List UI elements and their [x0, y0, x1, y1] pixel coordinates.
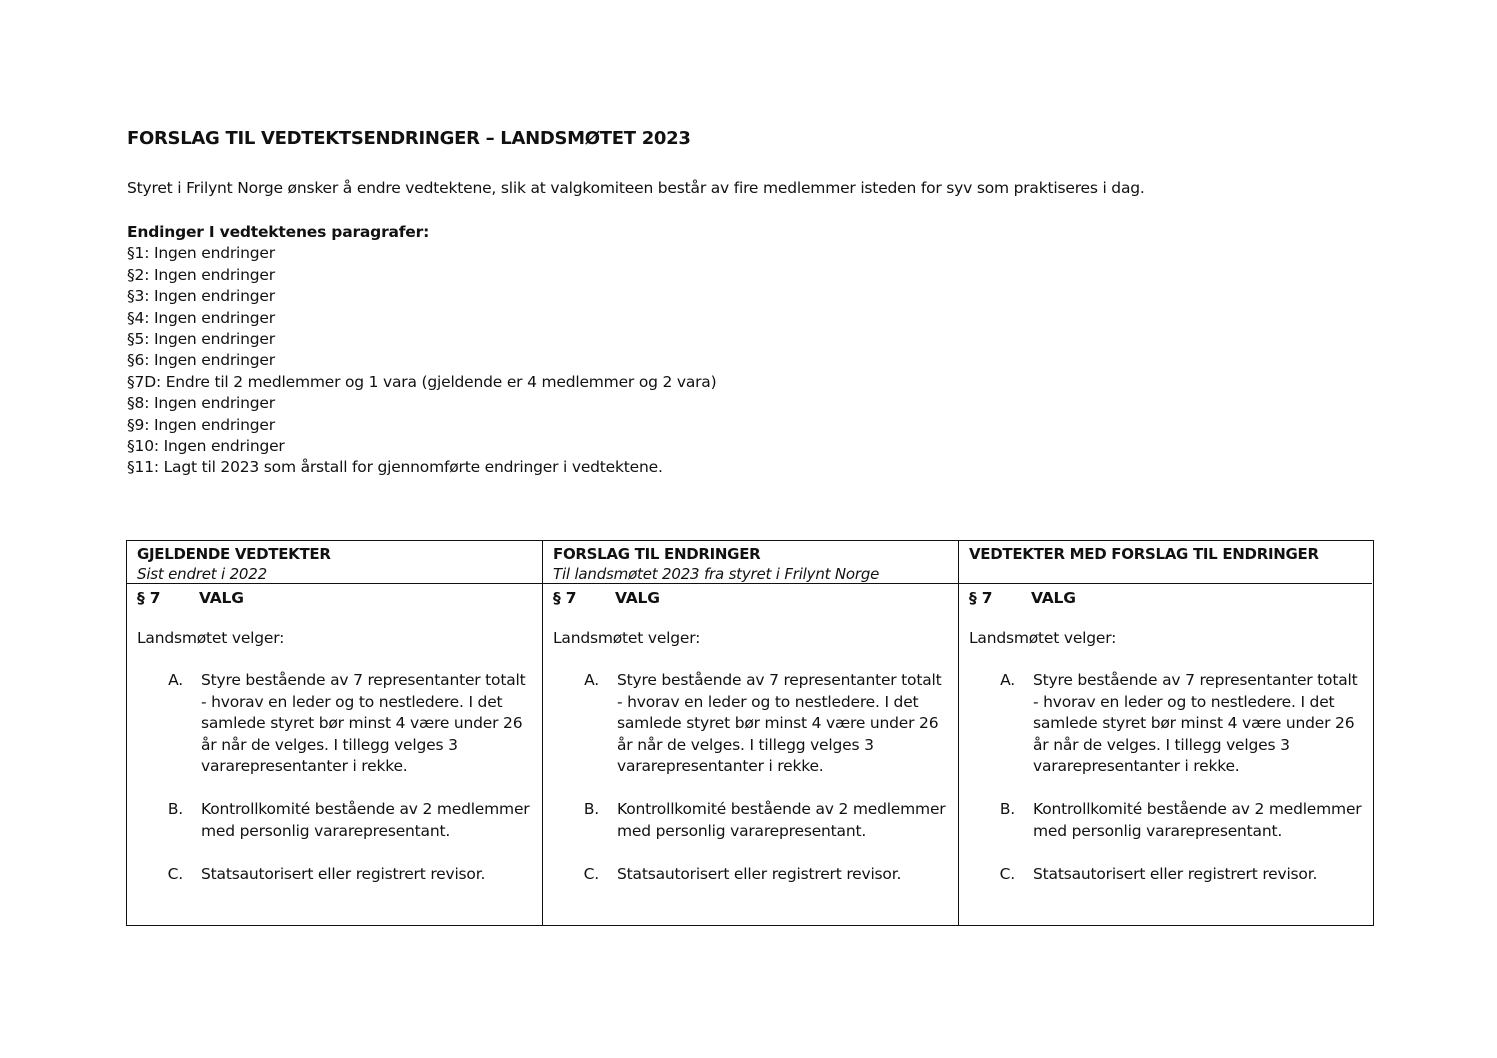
- column-subtitle: Til landsmøtet 2023 fra styret i Frilynt Norge: [553, 565, 880, 583]
- list-item: [137, 799, 532, 842]
- item-letter: C.: [999, 865, 1015, 884]
- column-header-result: [959, 541, 1372, 584]
- column-title: VEDTEKTER MED FORSLAG TIL ENDRINGER: [969, 545, 1319, 563]
- column-title: GJELDENDE VEDTEKTER: [137, 545, 331, 563]
- list-item: [553, 864, 948, 885]
- item-list: [969, 670, 1362, 885]
- section-lead: Landsmøtet velger:: [553, 629, 701, 647]
- changes-list: [127, 222, 716, 479]
- column-body-current: [127, 584, 543, 925]
- item-text: Kontrollkomité bestående av 2 medlemmer med personlig vararepresentant.: [617, 800, 946, 840]
- item-text: Styre bestående av 7 representanter totalt - hvorav en leder og to nestledere. I det samlede styret bør minst 4 være under 26 år når de velges. I tillegg velges 3 vararepresentanter i rekke.: [617, 671, 942, 776]
- item-text: Statsautorisert eller registrert revisor.: [1033, 865, 1318, 884]
- section-heading: [969, 586, 1362, 610]
- column-header-proposal: [543, 541, 959, 584]
- section-heading: [137, 586, 532, 610]
- section-name: VALG: [199, 589, 244, 607]
- item-list: [553, 670, 948, 885]
- column-title: FORSLAG TIL ENDRINGER: [553, 545, 761, 563]
- document-title: FORSLAG TIL VEDTEKTSENDRINGER – LANDSMØTET 2023: [127, 128, 691, 149]
- list-item: [137, 670, 532, 777]
- item-letter: C.: [583, 865, 599, 884]
- column-header-current: [127, 541, 543, 584]
- change-item: §7D: Endre til 2 medlemmer og 1 vara (gjeldende er 4 medlemmer og 2 vara): [127, 372, 717, 391]
- change-item: §10: Ingen endringer: [127, 436, 285, 455]
- item-text: Kontrollkomité bestående av 2 medlemmer med personlig vararepresentant.: [1033, 800, 1362, 840]
- change-item: §11: Lagt til 2023 som årstall for gjennomførte endringer i vedtektene.: [127, 458, 663, 477]
- change-item: §2: Ingen endringer: [127, 265, 275, 284]
- changes-heading: Endinger I vedtektenes paragrafer:: [127, 223, 430, 241]
- item-text: Statsautorisert eller registrert revisor.: [201, 865, 486, 884]
- section-number: § 7: [553, 589, 577, 607]
- change-item: §4: Ingen endringer: [127, 308, 275, 327]
- change-item: §8: Ingen endringer: [127, 394, 275, 413]
- intro-paragraph: Styret i Frilynt Norge ønsker å endre vedtektene, slik at valgkomiteen består av fire medlemmer isteden for syv som praktiseres i dag.: [127, 179, 1145, 197]
- item-text: Statsautorisert eller registrert revisor.: [617, 865, 902, 884]
- list-item: [969, 799, 1362, 842]
- item-text: Styre bestående av 7 representanter totalt - hvorav en leder og to nestledere. I det samlede styret bør minst 4 være under 26 år når de velges. I tillegg velges 3 vararepresentanter i rekke.: [201, 671, 526, 776]
- item-letter: A.: [584, 671, 599, 690]
- list-item: [969, 670, 1362, 777]
- change-item: §9: Ingen endringer: [127, 415, 275, 434]
- item-text: Styre bestående av 7 representanter totalt - hvorav en leder og to nestledere. I det samlede styret bør minst 4 være under 26 år når de velges. I tillegg velges 3 vararepresentanter i rekke.: [1033, 671, 1358, 776]
- change-item: §3: Ingen endringer: [127, 287, 275, 306]
- list-item: [553, 799, 948, 842]
- column-subtitle: Sist endret i 2022: [137, 565, 267, 583]
- section-lead: Landsmøtet velger:: [969, 629, 1117, 647]
- list-item: [137, 864, 532, 885]
- change-item: §5: Ingen endringer: [127, 329, 275, 348]
- change-item: §6: Ingen endringer: [127, 351, 275, 370]
- item-list: [137, 670, 532, 885]
- list-item: [969, 864, 1362, 885]
- section-lead: Landsmøtet velger:: [137, 629, 285, 647]
- section-name: VALG: [615, 589, 660, 607]
- comparison-table: [126, 540, 1374, 926]
- item-letter: C.: [167, 865, 183, 884]
- section-name: VALG: [1031, 589, 1076, 607]
- item-letter: A.: [168, 671, 183, 690]
- section-heading: [553, 586, 948, 610]
- item-text: Kontrollkomité bestående av 2 medlemmer med personlig vararepresentant.: [201, 800, 530, 840]
- item-letter: B.: [583, 800, 599, 819]
- item-letter: B.: [999, 800, 1015, 819]
- list-item: [553, 670, 948, 777]
- item-letter: A.: [1000, 671, 1015, 690]
- column-body-result: [959, 584, 1372, 925]
- column-body-proposal: [543, 584, 959, 925]
- item-letter: B.: [167, 800, 183, 819]
- section-number: § 7: [969, 589, 993, 607]
- change-item: §1: Ingen endringer: [127, 244, 275, 263]
- section-number: § 7: [137, 589, 161, 607]
